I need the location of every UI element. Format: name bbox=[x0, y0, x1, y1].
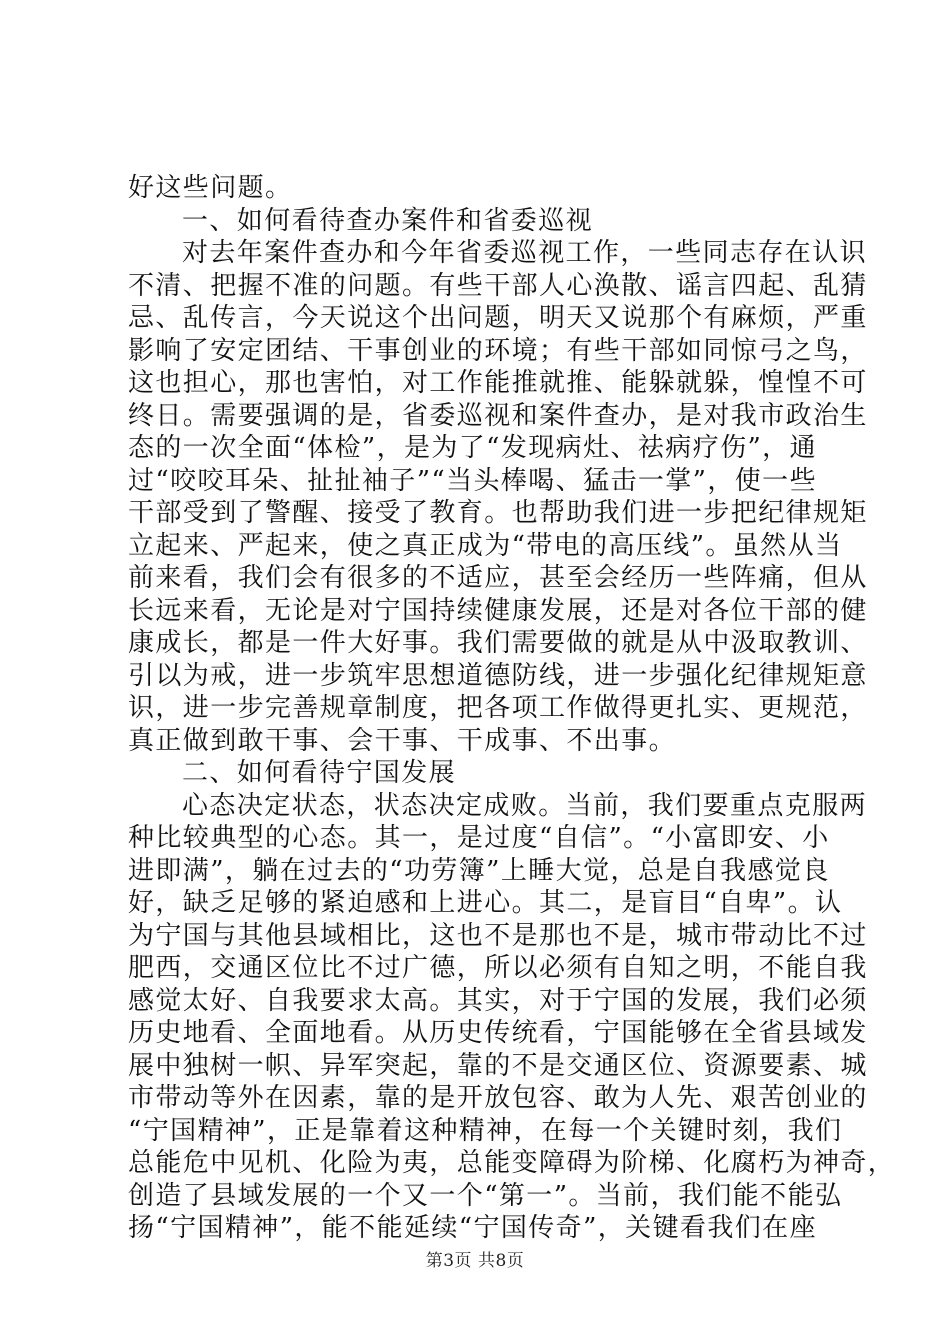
text-line: 真正做到敢干事、会干事、干成事、不出事。 bbox=[128, 725, 677, 756]
text-line: 态的一次全面“体检”，是为了“发现病灶、祛病疗伤”，通 bbox=[128, 433, 817, 463]
text-line: “宁国精神”，正是靠着这种精神，在每一个关键时刻，我们 bbox=[128, 1115, 843, 1146]
text-line: 立起来、严起来，使之真正成为“带电的高压线”。虽然从当 bbox=[128, 530, 843, 561]
text-line: 识，进一步完善规章制度，把各项工作做得更扎实、更规范， bbox=[128, 693, 868, 723]
paragraph-start-line: 二、如何看待宁国发展 bbox=[182, 758, 457, 788]
text-line: 肥西，交通区位比不过广德，所以必须有自知之明，不能自我 bbox=[128, 953, 868, 983]
text-line: 过“咬咬耳朵、扯扯袖子”“当头棒喝、猛击一掌”，使一些 bbox=[128, 465, 817, 496]
paragraph-start-line: 一、如何看待查办案件和省委巡视 bbox=[182, 205, 594, 236]
text-line: 为宁国与其他县域相比，这也不是那也不是，城市带动比不过 bbox=[128, 920, 868, 951]
text-line: 这也担心，那也害怕，对工作能推就推、能躲就躲，惶惶不可 bbox=[128, 368, 868, 398]
text-line: 终日。需要强调的是，省委巡视和案件查办，是对我市政治生 bbox=[128, 400, 868, 431]
text-line: 忌、乱传言，今天说这个出问题，明天又说那个有麻烦，严重 bbox=[128, 303, 868, 333]
text-line: 扬“宁国精神”，能不能延续“宁国传奇”，关键看我们在座 bbox=[128, 1213, 817, 1243]
text-line: 好这些问题。 bbox=[128, 173, 293, 203]
text-line: 种比较典型的心态。其一，是过度“自信”。“小富即安、小 bbox=[128, 823, 830, 853]
text-line: 市带动等外在因素，靠的是开放包容、敢为人先、艰苦创业的 bbox=[128, 1083, 868, 1113]
page-footer: 第3页 共8页 bbox=[425, 1251, 525, 1271]
text-line: 展中独树一帜、异军突起，靠的不是交通区位、资源要素、城 bbox=[128, 1050, 868, 1081]
paragraph-start-line: 对去年案件查办和今年省委巡视工作，一些同志存在认识 bbox=[182, 238, 868, 268]
text-line: 好，缺乏足够的紧迫感和上进心。其二，是盲目“自卑”。认 bbox=[128, 888, 843, 918]
text-line: 进即满”，躺在过去的“功劳簿”上睡大觉，总是自我感觉良 bbox=[128, 855, 830, 886]
text-line: 康成长，都是一件大好事。我们需要做的就是从中汲取教训、 bbox=[128, 628, 868, 658]
text-line: 长远来看，无论是对宁国持续健康发展，还是对各位干部的健 bbox=[128, 595, 868, 626]
text-line: 影响了安定团结、干事创业的环境；有些干部如同惊弓之鸟， bbox=[128, 335, 868, 366]
paragraph-start-line: 心态决定状态，状态决定成败。当前，我们要重点克服两 bbox=[182, 790, 868, 821]
text-line: 干部受到了警醒、接受了教育。也帮助我们进一步把纪律规矩 bbox=[128, 498, 868, 528]
text-line: 总能危中见机、化险为夷，总能变障碍为阶梯、化腐朽为神奇， bbox=[128, 1148, 896, 1178]
text-line: 不清、把握不准的问题。有些干部人心涣散、谣言四起、乱猜 bbox=[128, 270, 868, 301]
text-line: 历史地看、全面地看。从历史传统看，宁国能够在全省县域发 bbox=[128, 1018, 868, 1048]
text-line: 创造了县域发展的一个又一个“第一”。当前，我们能不能弘 bbox=[128, 1180, 843, 1211]
text-line: 感觉太好、自我要求太高。其实，对于宁国的发展，我们必须 bbox=[128, 985, 868, 1016]
document-body bbox=[128, 172, 896, 1245]
text-line: 前来看，我们会有很多的不适应，甚至会经历一些阵痛，但从 bbox=[128, 563, 868, 593]
text-line: 引以为戒，进一步筑牢思想道德防线，进一步强化纪律规矩意 bbox=[128, 660, 868, 691]
